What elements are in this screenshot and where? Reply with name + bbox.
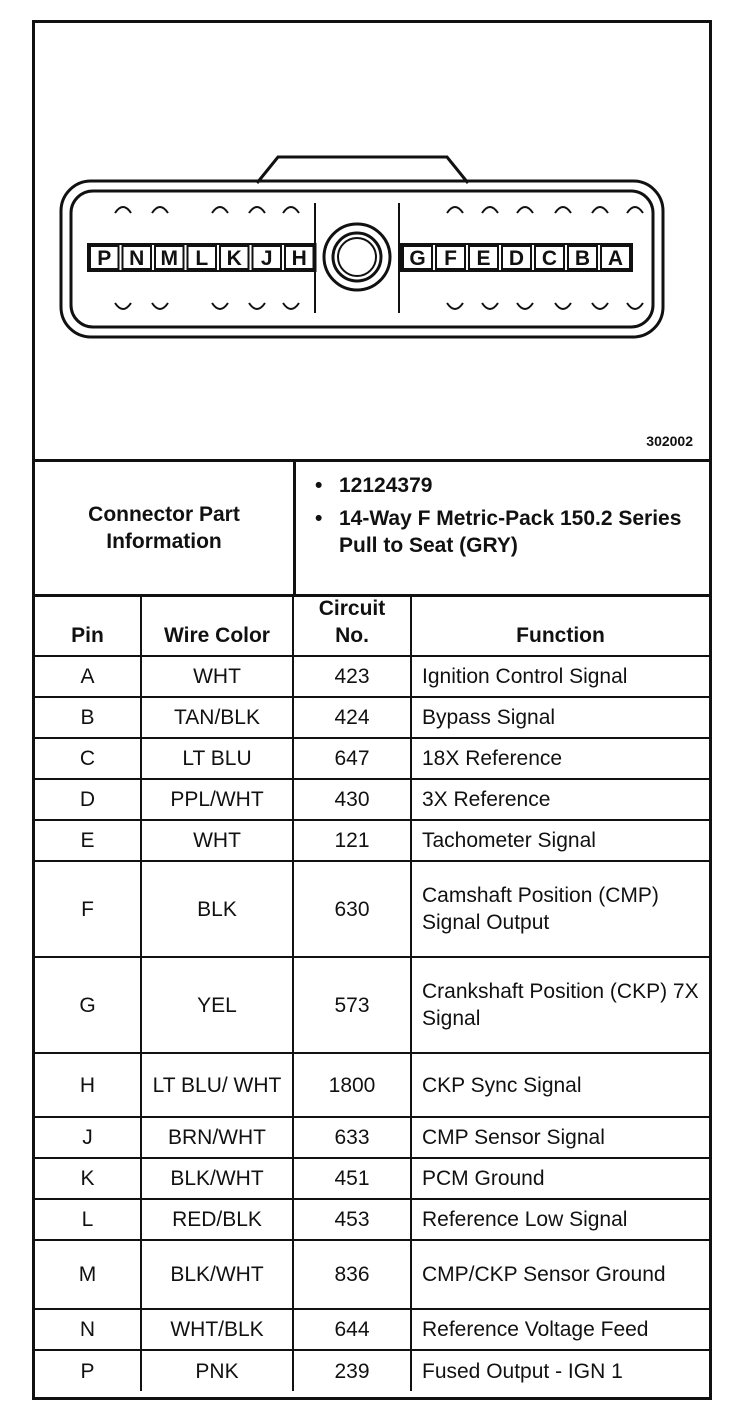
function-cell: 3X Reference <box>411 779 709 820</box>
pin-cell: L <box>35 1199 141 1240</box>
circuit-cell: 836 <box>293 1240 411 1309</box>
pin-cell: A <box>35 656 141 697</box>
circuit-cell: 644 <box>293 1309 411 1350</box>
wire-color-cell: BRN/WHT <box>141 1117 293 1158</box>
pin-letter-label: H <box>291 247 307 270</box>
table-row <box>35 1240 709 1309</box>
part-info-list <box>315 472 695 565</box>
header-pin: Pin <box>35 594 141 656</box>
pin-letter-label: N <box>129 247 145 270</box>
table-row <box>35 957 709 1053</box>
table-row <box>35 820 709 861</box>
pin-cell: C <box>35 738 141 779</box>
pin-letter-label: K <box>226 247 242 270</box>
figure-id: 302002 <box>646 433 693 449</box>
wire-color-cell: YEL <box>141 957 293 1053</box>
circuit-cell: 239 <box>293 1350 411 1391</box>
pin-letter-label: L <box>195 247 209 270</box>
wire-color-cell: PNK <box>141 1350 293 1391</box>
pin-cell: P <box>35 1350 141 1391</box>
part-info-item: • 12124379 <box>315 474 433 497</box>
table-row <box>35 861 709 957</box>
wire-color-cell: PPL/WHT <box>141 779 293 820</box>
function-cell: Reference Voltage Feed <box>411 1309 709 1350</box>
pin-letter-label: P <box>97 247 112 270</box>
pin-letter-label: D <box>508 247 525 270</box>
pin-letter-label: C <box>541 247 558 270</box>
pinout-table <box>35 594 709 1391</box>
wire-color-cell: BLK/WHT <box>141 1240 293 1309</box>
function-cell: Fused Output - IGN 1 <box>411 1350 709 1391</box>
circuit-cell: 453 <box>293 1199 411 1240</box>
part-info-label: Connector Part Information <box>35 462 296 594</box>
table-row <box>35 1158 709 1199</box>
pin-letter-label: M <box>160 247 178 270</box>
pin-letter-label: B <box>574 247 591 270</box>
circuit-cell: 121 <box>293 820 411 861</box>
pin-letter-label: E <box>476 247 491 270</box>
bullet-icon: • <box>315 474 323 497</box>
wire-color-cell: LT BLU <box>141 738 293 779</box>
header-circuit-no: Circuit No. <box>293 594 411 656</box>
wire-color-cell: BLK <box>141 861 293 957</box>
pin-cell: K <box>35 1158 141 1199</box>
table-row <box>35 1053 709 1117</box>
connector-face-drawing <box>35 23 709 459</box>
wire-color-cell: WHT <box>141 820 293 861</box>
pin-cell: B <box>35 697 141 738</box>
pin-cell: M <box>35 1240 141 1309</box>
table-row <box>35 779 709 820</box>
table-row <box>35 1117 709 1158</box>
table-row <box>35 1309 709 1350</box>
function-cell: CMP/CKP Sensor Ground <box>411 1240 709 1309</box>
circuit-cell: 1800 <box>293 1053 411 1117</box>
function-cell: Crankshaft Position (CKP) 7X Signal <box>411 957 709 1053</box>
table-header-row <box>35 594 709 656</box>
connector-sheet <box>32 20 712 1400</box>
wire-color-cell: TAN/BLK <box>141 697 293 738</box>
circuit-cell: 647 <box>293 738 411 779</box>
circuit-cell: 424 <box>293 697 411 738</box>
header-wire-color: Wire Color <box>141 594 293 656</box>
pin-cell: F <box>35 861 141 957</box>
circuit-cell: 573 <box>293 957 411 1053</box>
connector-part-info <box>35 462 709 597</box>
pin-cell: H <box>35 1053 141 1117</box>
connector-diagram <box>35 23 709 462</box>
circuit-cell: 633 <box>293 1117 411 1158</box>
function-cell: 18X Reference <box>411 738 709 779</box>
pin-cell: N <box>35 1309 141 1350</box>
wire-color-cell: LT BLU/ WHT <box>141 1053 293 1117</box>
function-cell: Ignition Control Signal <box>411 656 709 697</box>
table-row <box>35 697 709 738</box>
table-row <box>35 656 709 697</box>
function-cell: PCM Ground <box>411 1158 709 1199</box>
function-cell: CKP Sync Signal <box>411 1053 709 1117</box>
table-row <box>35 738 709 779</box>
header-function: Function <box>411 594 709 656</box>
pin-cell: J <box>35 1117 141 1158</box>
pin-cell: E <box>35 820 141 861</box>
function-cell: Camshaft Position (CMP) Signal Output <box>411 861 709 957</box>
wire-color-cell: BLK/WHT <box>141 1158 293 1199</box>
pin-letter-label: F <box>444 247 457 270</box>
function-cell: CMP Sensor Signal <box>411 1117 709 1158</box>
table-row <box>35 1199 709 1240</box>
table-row <box>35 1350 709 1391</box>
wire-color-cell: WHT <box>141 656 293 697</box>
pin-cell: G <box>35 957 141 1053</box>
function-cell: Tachometer Signal <box>411 820 709 861</box>
circuit-cell: 430 <box>293 779 411 820</box>
pin-cell: D <box>35 779 141 820</box>
function-cell: Bypass Signal <box>411 697 709 738</box>
circuit-cell: 630 <box>293 861 411 957</box>
bullet-icon: • <box>315 507 323 530</box>
pin-letter-label: A <box>607 247 624 270</box>
pin-letter-label: J <box>260 247 273 270</box>
part-info-item: • 14-Way F Metric-Pack 150.2 Series Pull to Seat (GRY) <box>315 507 682 557</box>
wire-color-cell: WHT/BLK <box>141 1309 293 1350</box>
wire-color-cell: RED/BLK <box>141 1199 293 1240</box>
circuit-cell: 451 <box>293 1158 411 1199</box>
pin-letter-label: G <box>409 247 426 270</box>
function-cell: Reference Low Signal <box>411 1199 709 1240</box>
circuit-cell: 423 <box>293 656 411 697</box>
